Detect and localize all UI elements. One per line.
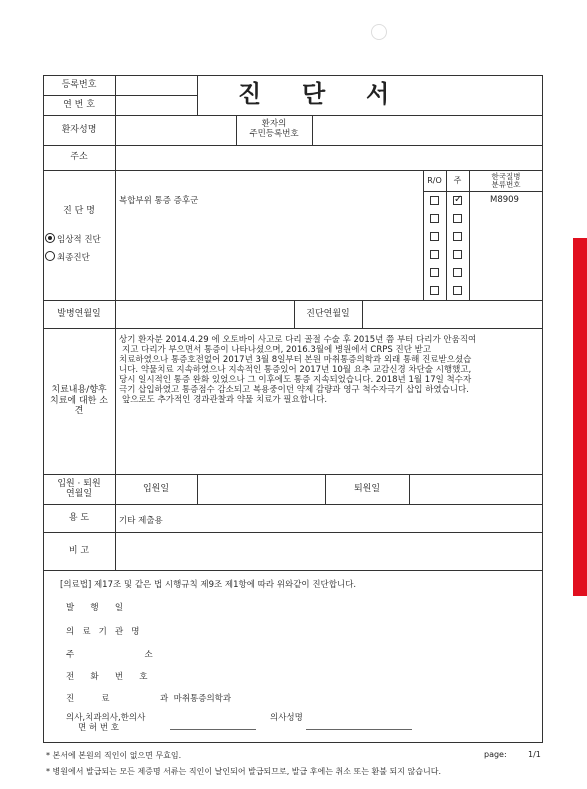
- usage-value: 기타 제출용: [119, 516, 163, 526]
- title-char-3: 서: [366, 80, 390, 108]
- phone-label: 전 화 번 호: [66, 672, 148, 682]
- institution-address-label: 주 소: [66, 650, 153, 660]
- footer-note-2: * 병원에서 발급되는 모든 제증명 서류는 직인이 날인되어 발급되므로, 발급 후에는 취소 또는 환불 되지 않습니다.: [46, 767, 441, 776]
- treatment-line: 앞으로도 추가적인 경과관찰과 약물 치료가 필요합니다.: [122, 395, 328, 405]
- clinical-dx-radio[interactable]: [45, 233, 55, 243]
- issue-date-label: 발 행 일: [66, 603, 124, 613]
- red-side-tab: [573, 238, 587, 596]
- page-label: page:: [484, 750, 507, 759]
- main-checkbox[interactable]: [453, 268, 462, 277]
- remarks-label: 비 고: [68, 545, 90, 556]
- reg-no-label: 등록번호: [61, 79, 97, 90]
- kcd-code-value: M8909: [490, 195, 519, 205]
- ro-checkbox[interactable]: [430, 268, 439, 277]
- dx-date-label: 진단연월일: [306, 308, 350, 319]
- diagnosis-value: 복합부위 통증 증후군: [119, 196, 199, 206]
- main-checkbox[interactable]: [453, 250, 462, 259]
- discharge-date-label: 퇴원일: [353, 483, 381, 494]
- ro-header: R/O: [427, 176, 442, 186]
- ro-checkbox[interactable]: [430, 196, 439, 205]
- treatment-line: 니다. 약물치료 지속하였으나 지속적인 통증있어 2017년 10월 요추 교감신경 차단술 시행했고,: [119, 365, 472, 375]
- address-label: 주소: [70, 152, 88, 163]
- treatment-line: 치료하였으나 통증호전없어 2017년 3월 8일부터 본원 마취통증의학과 외래 통해 진료받으셨습: [119, 355, 472, 365]
- footer-note-1: * 본서에 본원의 직인이 없으면 무효임.: [46, 751, 182, 760]
- doctor-signature-line: [306, 729, 412, 730]
- title-char-2: 단: [302, 80, 326, 108]
- main-checkbox[interactable]: [453, 232, 462, 241]
- license-label-line1: 의사,치과의사,한의사: [66, 713, 146, 723]
- institution-label: 의 료 기 관 명: [66, 627, 140, 637]
- final-dx-label: 최종진단: [57, 253, 90, 263]
- ro-checkbox[interactable]: [430, 214, 439, 223]
- main-checkbox[interactable]: [453, 286, 462, 295]
- final-dx-radio[interactable]: [45, 251, 55, 261]
- kcd-header: 한국질병 분류번호: [491, 171, 521, 189]
- doctor-name-label: 의사성명: [270, 713, 303, 723]
- treatment-line: 당시 일시적인 통증 완화 있었으나 그 이후에도 통증 지속되었습니다. 2018년 1월 17일 척수자: [119, 375, 472, 385]
- treatment-line: 상기 환자분 2014.4.29 에 오토바이 사고로 다리 골절 수술 후 2015년 쯤 부터 다리가 안움직여: [119, 335, 477, 345]
- usage-label: 용 도: [68, 512, 90, 523]
- title-char-1: 진: [238, 80, 262, 108]
- patient-name-label: 환자성명: [61, 124, 97, 135]
- diagnosis-name-label: 진 단 명: [63, 205, 95, 216]
- main-checkbox[interactable]: [453, 214, 462, 223]
- ro-checkbox[interactable]: [430, 286, 439, 295]
- treatment-opinion-label: 치료내용/향후 치료에 대한 소 견: [50, 385, 108, 417]
- department-prefix: 진 료: [66, 694, 110, 704]
- admit-date-label: 입원일: [142, 483, 170, 494]
- radio-selected-dot: [48, 236, 52, 240]
- license-label-line2: 면 허 번 호: [78, 723, 119, 733]
- license-number-line: [170, 729, 256, 730]
- treatment-line: 극기 삽입하였고 통증점수 감소되고 복용중이던 약제 감량과 영구 척수자극기 삽입 하였습니다.: [119, 385, 469, 395]
- department-value: 과 마취통증의학과: [160, 694, 232, 704]
- admit-discharge-label: 입원 · 퇴원 연월일: [57, 478, 101, 499]
- ro-checkbox[interactable]: [430, 232, 439, 241]
- main-checkbox-checked[interactable]: [453, 196, 462, 205]
- page-value: 1/1: [528, 750, 541, 759]
- treatment-line: 지고 다리가 부으면서 통증이 나타나셨으며, 2016.3월에 병원에서 CRPS 진단 받고: [122, 345, 432, 355]
- main-header: 주: [453, 176, 462, 186]
- ro-checkbox[interactable]: [430, 250, 439, 259]
- punch-hole-icon: [371, 24, 387, 40]
- onset-date-label: 발병연월일: [57, 308, 101, 319]
- patient-rrn-label: 환자의 주민등록번호: [249, 119, 299, 139]
- legal-statement: [의료법] 제17조 및 같은 법 시행규칙 제9조 제1항에 따라 위와같이 진단합니다.: [60, 580, 357, 590]
- clinical-dx-label: 임상적 진단: [57, 235, 101, 245]
- serial-no-label: 연 번 호: [63, 99, 95, 110]
